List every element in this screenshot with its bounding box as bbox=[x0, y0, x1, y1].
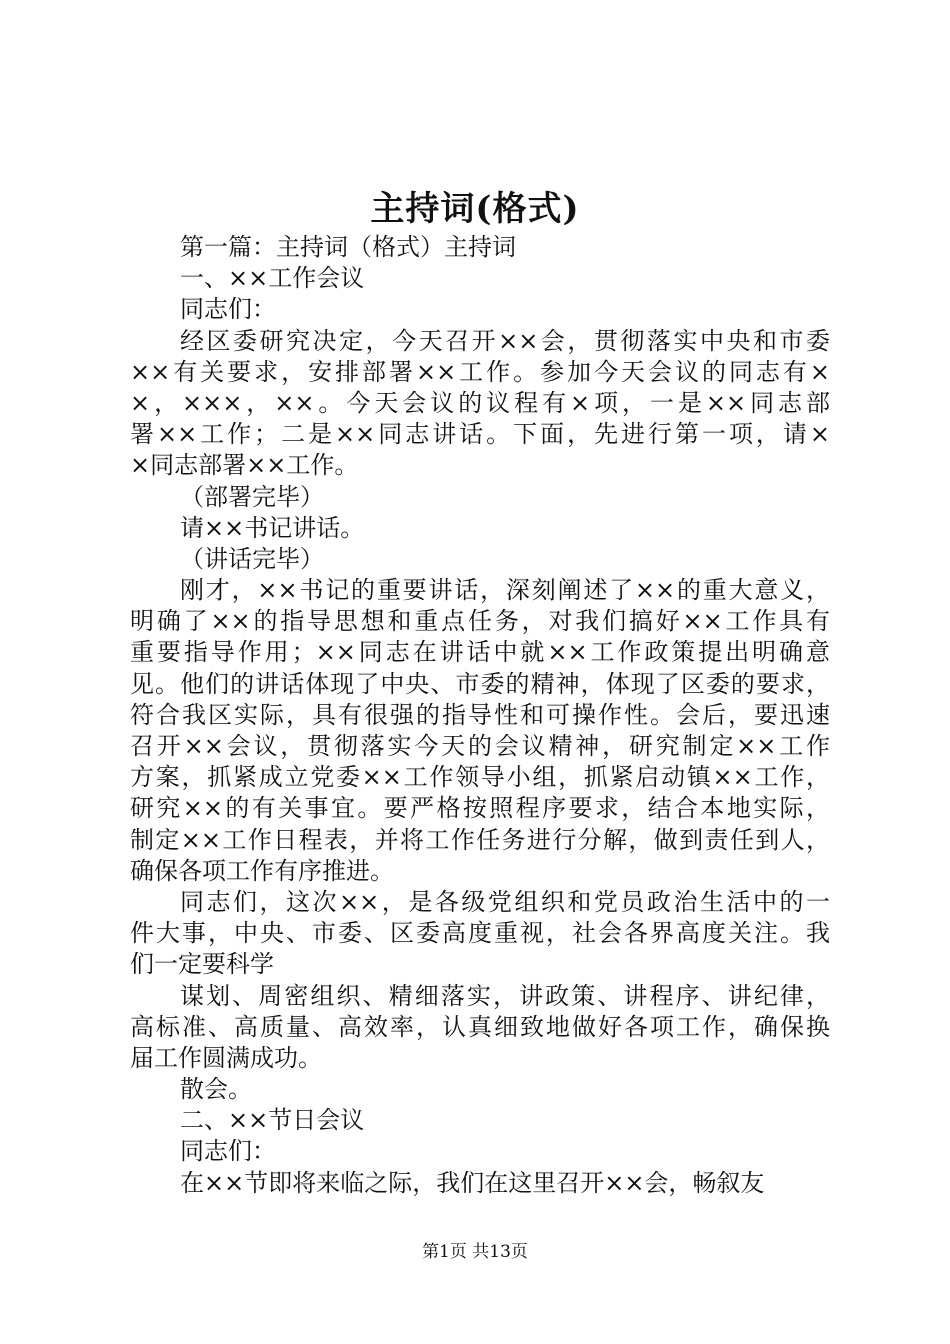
paragraph-line: 散会。 bbox=[180, 1075, 252, 1104]
paragraph-line: 制定××工作日程表，并将工作任务进行分解，做到责任到人， bbox=[130, 825, 830, 854]
paragraph-line: 同志们： bbox=[180, 295, 276, 324]
paragraph-line: 届工作圆满成功。 bbox=[130, 1043, 322, 1072]
paragraph bbox=[130, 887, 830, 981]
paragraph bbox=[130, 326, 830, 482]
paragraph bbox=[130, 482, 830, 513]
page-footer: 第1页 共13页 bbox=[422, 1242, 528, 1262]
paragraph bbox=[130, 1074, 830, 1105]
paragraph-line: 们一定要科学 bbox=[130, 950, 274, 979]
paragraph bbox=[130, 1136, 830, 1167]
paragraph-line: （讲话完毕） bbox=[180, 544, 324, 573]
paragraph bbox=[130, 294, 830, 325]
paragraph bbox=[130, 544, 830, 575]
paragraph bbox=[130, 1105, 830, 1136]
paragraph bbox=[130, 513, 830, 544]
paragraph-line: 第一篇：主持词（格式）主持词 bbox=[180, 233, 516, 261]
paragraph bbox=[130, 263, 830, 294]
paragraph-line: ×同志部署××工作。 bbox=[130, 451, 359, 480]
paragraph-line: 刚才，××书记的重要讲话，深刻阐述了××的重大意义， bbox=[180, 576, 830, 605]
paragraph-line: （部署完毕） bbox=[180, 482, 324, 511]
paragraph-line: 谋划、周密组织、精细落实，讲政策、讲程序、讲纪律， bbox=[180, 981, 830, 1010]
paragraph bbox=[130, 981, 830, 1075]
paragraph-line: 高标准、高质量、高效率，认真细致地做好各项工作，确保换 bbox=[130, 1012, 830, 1041]
paragraph bbox=[130, 232, 830, 263]
paragraph-line: 请××书记讲话。 bbox=[180, 513, 365, 542]
paragraph-line: 召开××会议，贯彻落实今天的会议精神，研究制定××工作 bbox=[130, 732, 830, 760]
paragraph-line: 在××节即将来临之际，我们在这里召开××会，畅叙友 bbox=[180, 1168, 765, 1197]
paragraph-line: ×，×××，××。今天会议的议程有×项，一是××同志部 bbox=[130, 388, 830, 417]
paragraph-line: 件大事，中央、市委、区委高度重视，社会各界高度关注。我 bbox=[130, 919, 830, 948]
paragraph-line: ××有关要求，安排部署××工作。参加今天会议的同志有× bbox=[130, 357, 830, 386]
paragraph-line: 方案，抓紧成立党委××工作领导小组，抓紧启动镇××工作， bbox=[130, 763, 830, 792]
paragraph bbox=[130, 1168, 830, 1199]
paragraph-line: 二、××节日会议 bbox=[180, 1106, 365, 1135]
paragraph-line: 一、××工作会议 bbox=[180, 264, 365, 293]
paragraph-line: 同志们，这次××，是各级党组织和党员政治生活中的一 bbox=[180, 887, 830, 916]
paragraph-line: 研究××的有关事宜。要严格按照程序要求，结合本地实际， bbox=[130, 794, 830, 823]
paragraph-line: 经区委研究决定，今天召开××会，贯彻落实中央和市委 bbox=[180, 326, 830, 355]
paragraph-line: 确保各项工作有序推进。 bbox=[130, 856, 394, 885]
paragraph-line: 同志们： bbox=[180, 1137, 276, 1166]
paragraph-line: 署××工作；二是××同志讲话。下面，先进行第一项，请× bbox=[130, 420, 830, 449]
paragraph-line: 重要指导作用；××同志在讲话中就××工作政策提出明确意 bbox=[130, 638, 830, 667]
paragraph-line: 见。他们的讲话体现了中央、市委的精神，体现了区委的要求， bbox=[130, 669, 830, 698]
paragraph-line: 符合我区实际，具有很强的指导性和可操作性。会后，要迅速 bbox=[130, 700, 830, 729]
document-body bbox=[130, 232, 830, 1199]
paragraph bbox=[130, 575, 830, 887]
paragraph-line: 明确了××的指导思想和重点任务，对我们搞好××工作具有 bbox=[130, 607, 830, 636]
document-title: 主持词(格式) bbox=[370, 189, 580, 229]
